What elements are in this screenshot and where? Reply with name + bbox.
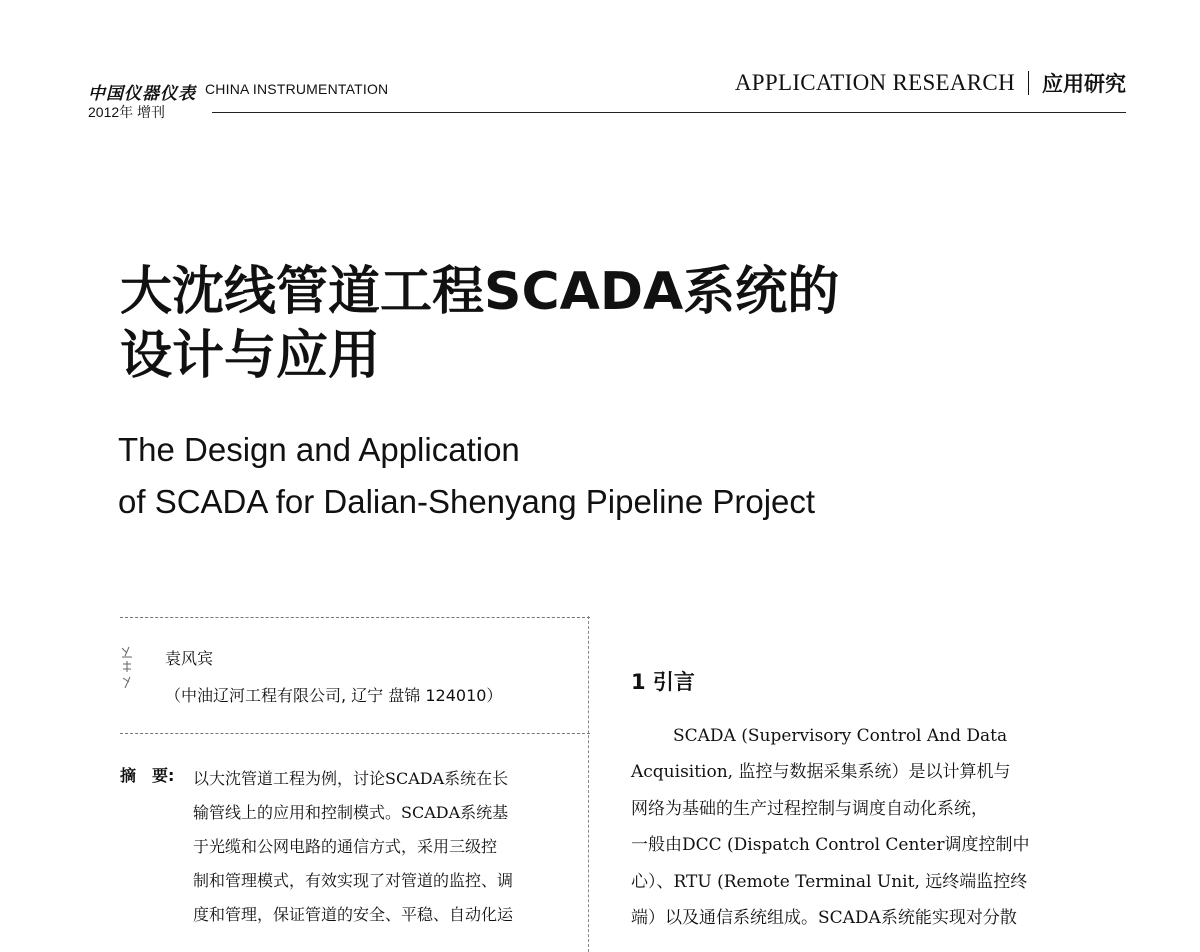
abstract-line: 以大沈管道工程为例，讨论SCADA系统在长 bbox=[193, 769, 509, 788]
abstract-line: 于光缆和公网电路的通信方式，采用三级控 bbox=[193, 837, 498, 856]
article-title-en bbox=[118, 424, 815, 528]
author-box-top-rule bbox=[120, 617, 590, 618]
body-line: SCADA (Supervisory Control And Data bbox=[673, 726, 1008, 746]
title-cn-line-1: 大沈线管道工程SCADA系统的 bbox=[120, 262, 840, 322]
section-1-body bbox=[631, 718, 1131, 936]
section-name-en: APPLICATION RESEARCH bbox=[734, 70, 1015, 95]
body-line: Acquisition, 监控与数据采集系统）是以计算机与 bbox=[631, 762, 1011, 783]
body-line: 端）以及通信系统组成。SCADA系统能实现对分散 bbox=[631, 908, 1017, 929]
section-separator bbox=[1028, 71, 1029, 95]
body-line: 一般由DCC (Dispatch Control Center调度控制中 bbox=[631, 835, 1030, 856]
body-line: 网络为基础的生产过程控制与调度自动化系统， bbox=[631, 798, 988, 819]
section-name-cn: 应用研究 bbox=[1042, 72, 1126, 96]
section-1-heading: 1 引言 bbox=[631, 670, 695, 694]
section-heading bbox=[735, 68, 1126, 98]
author-name: 袁风宾 bbox=[165, 649, 214, 668]
title-cn-line-2: 设计与应用 bbox=[120, 326, 381, 386]
issue-label: 2012年 增刊 bbox=[88, 104, 166, 120]
author-box-bottom-rule bbox=[120, 733, 590, 734]
column-divider bbox=[588, 616, 589, 952]
title-en-line-2: of SCADA for Dalian-Shenyang Pipeline Project bbox=[118, 483, 816, 520]
body-line: 心）、RTU (Remote Terminal Unit, 远终端监控终 bbox=[631, 871, 1028, 892]
abstract-line: 输管线上的应用和控制模式。SCADA系统基 bbox=[193, 803, 509, 822]
title-en-line-1: The Design and Application bbox=[118, 431, 520, 468]
abstract-body bbox=[193, 762, 583, 932]
article-title-cn bbox=[120, 260, 839, 388]
header-rule bbox=[212, 112, 1126, 113]
abstract-line: 制和管理模式，有效实现了对管道的监控、调 bbox=[193, 871, 514, 890]
author-side-marks bbox=[120, 646, 136, 693]
abstract-label: 摘 要: bbox=[120, 766, 175, 785]
journal-name-en: CHINA INSTRUMENTATION bbox=[205, 81, 389, 97]
author-side-marks-icon bbox=[120, 646, 134, 690]
author-affiliation: （中油辽河工程有限公司, 辽宁 盘锦 124010） bbox=[165, 686, 503, 705]
journal-logo-cn: 中国仪器仪表 bbox=[88, 84, 196, 104]
abstract-line: 度和管理，保证管道的安全、平稳、自动化运 bbox=[193, 905, 514, 924]
